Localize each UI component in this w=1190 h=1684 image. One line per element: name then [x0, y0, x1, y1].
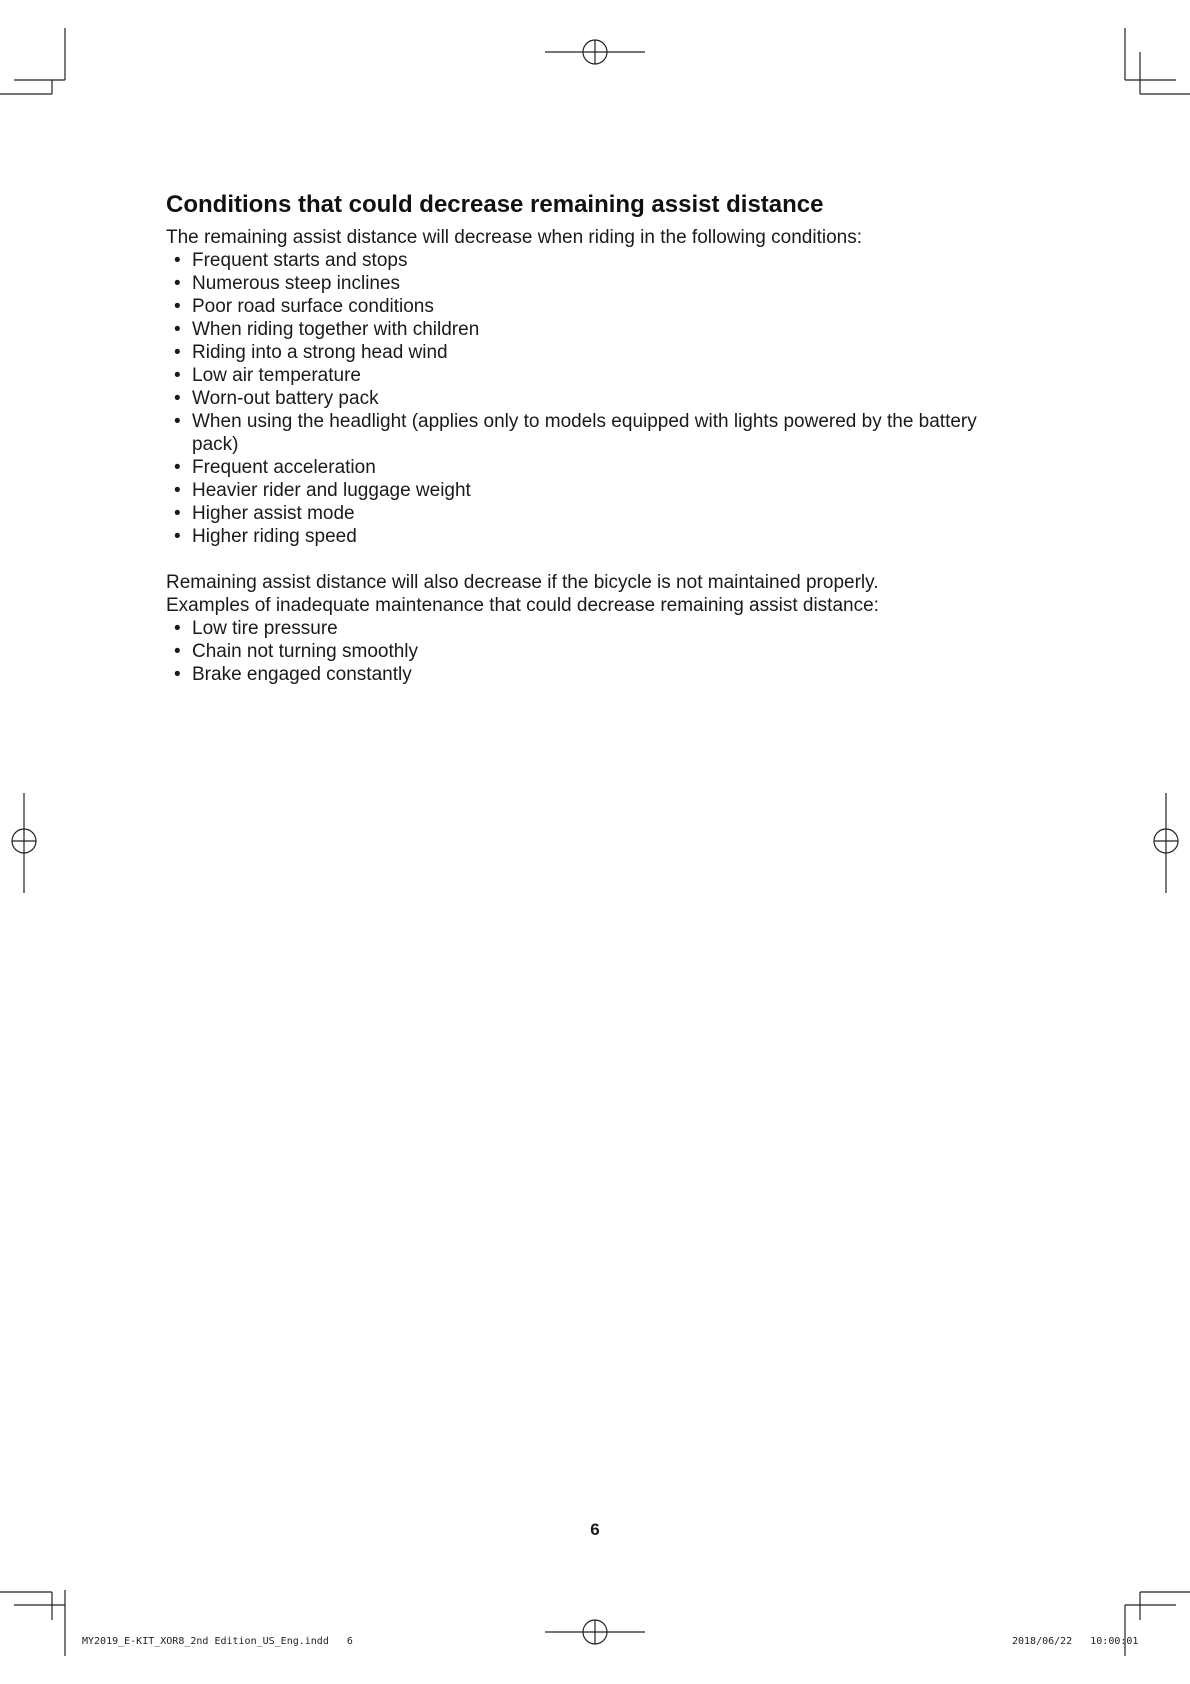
list-item: [166, 640, 1026, 663]
list-item-text: Frequent starts and stops: [192, 250, 408, 271]
bullet-icon: •: [174, 250, 181, 271]
list-item: [166, 387, 1026, 410]
page-content: [166, 190, 1026, 686]
bullet-icon: •: [174, 641, 181, 662]
list-item: [166, 341, 1026, 364]
list-item: [166, 318, 1026, 341]
list-item-text: Poor road surface conditions: [192, 296, 434, 317]
list-item: [166, 502, 1026, 525]
bullet-icon: •: [174, 618, 181, 639]
bullet-icon: •: [174, 365, 181, 386]
footer-timestamp: 2018/06/22 10:00:01: [1012, 1636, 1139, 1647]
maintenance-list: [166, 617, 1026, 686]
bullet-icon: •: [174, 480, 181, 501]
conditions-list: [166, 249, 1026, 548]
conditions-intro: The remaining assist distance will decrease when riding in the following conditions:: [166, 227, 862, 248]
list-item-text: Worn-out battery pack: [192, 388, 379, 409]
list-item: [166, 410, 1026, 456]
list-item-text: When riding together with children: [192, 319, 480, 340]
bullet-icon: •: [174, 411, 181, 432]
list-item-text: Numerous steep inclines: [192, 273, 401, 294]
bullet-icon: •: [174, 296, 181, 317]
list-item: [166, 525, 1026, 548]
list-item: [166, 663, 1026, 686]
bullet-icon: •: [174, 503, 181, 524]
bullet-icon: •: [174, 664, 181, 685]
bullet-icon: •: [174, 319, 181, 340]
list-item-text: Low tire pressure: [192, 618, 338, 639]
list-item-text: Low air temperature: [192, 365, 361, 386]
list-item-text: Frequent acceleration: [192, 457, 376, 478]
paragraph-spacer: [166, 548, 1026, 571]
bullet-icon: •: [174, 526, 181, 547]
list-item: [166, 364, 1026, 387]
bullet-icon: •: [174, 273, 181, 294]
list-item: [166, 456, 1026, 479]
list-item: [166, 617, 1026, 640]
list-item: [166, 272, 1026, 295]
list-item-text: Higher assist mode: [192, 503, 355, 524]
bullet-icon: •: [174, 457, 181, 478]
list-item: [166, 295, 1026, 318]
list-item-text: Riding into a strong head wind: [192, 342, 448, 363]
section-heading: Conditions that could decrease remaining assist distance: [166, 191, 824, 218]
footer-filename: MY2019_E-KIT_XOR8_2nd Edition_US_Eng.indd 6: [82, 1636, 353, 1647]
bullet-icon: •: [174, 388, 181, 409]
list-item: [166, 479, 1026, 502]
list-item-text: Brake engaged constantly: [192, 664, 412, 685]
bullet-icon: •: [174, 342, 181, 363]
list-item: [166, 249, 1026, 272]
maintenance-intro-2: Examples of inadequate maintenance that could decrease remaining assist distance:: [166, 595, 879, 616]
list-item-text: Higher riding speed: [192, 526, 357, 547]
list-item-text: Heavier rider and luggage weight: [192, 480, 471, 501]
page-number: 6: [590, 1520, 600, 1539]
list-item-text: When using the headlight (applies only to models equipped with lights powered by the battery pack): [192, 411, 977, 455]
maintenance-intro-1: Remaining assist distance will also decrease if the bicycle is not maintained properly.: [166, 572, 879, 593]
list-item-text: Chain not turning smoothly: [192, 641, 419, 662]
